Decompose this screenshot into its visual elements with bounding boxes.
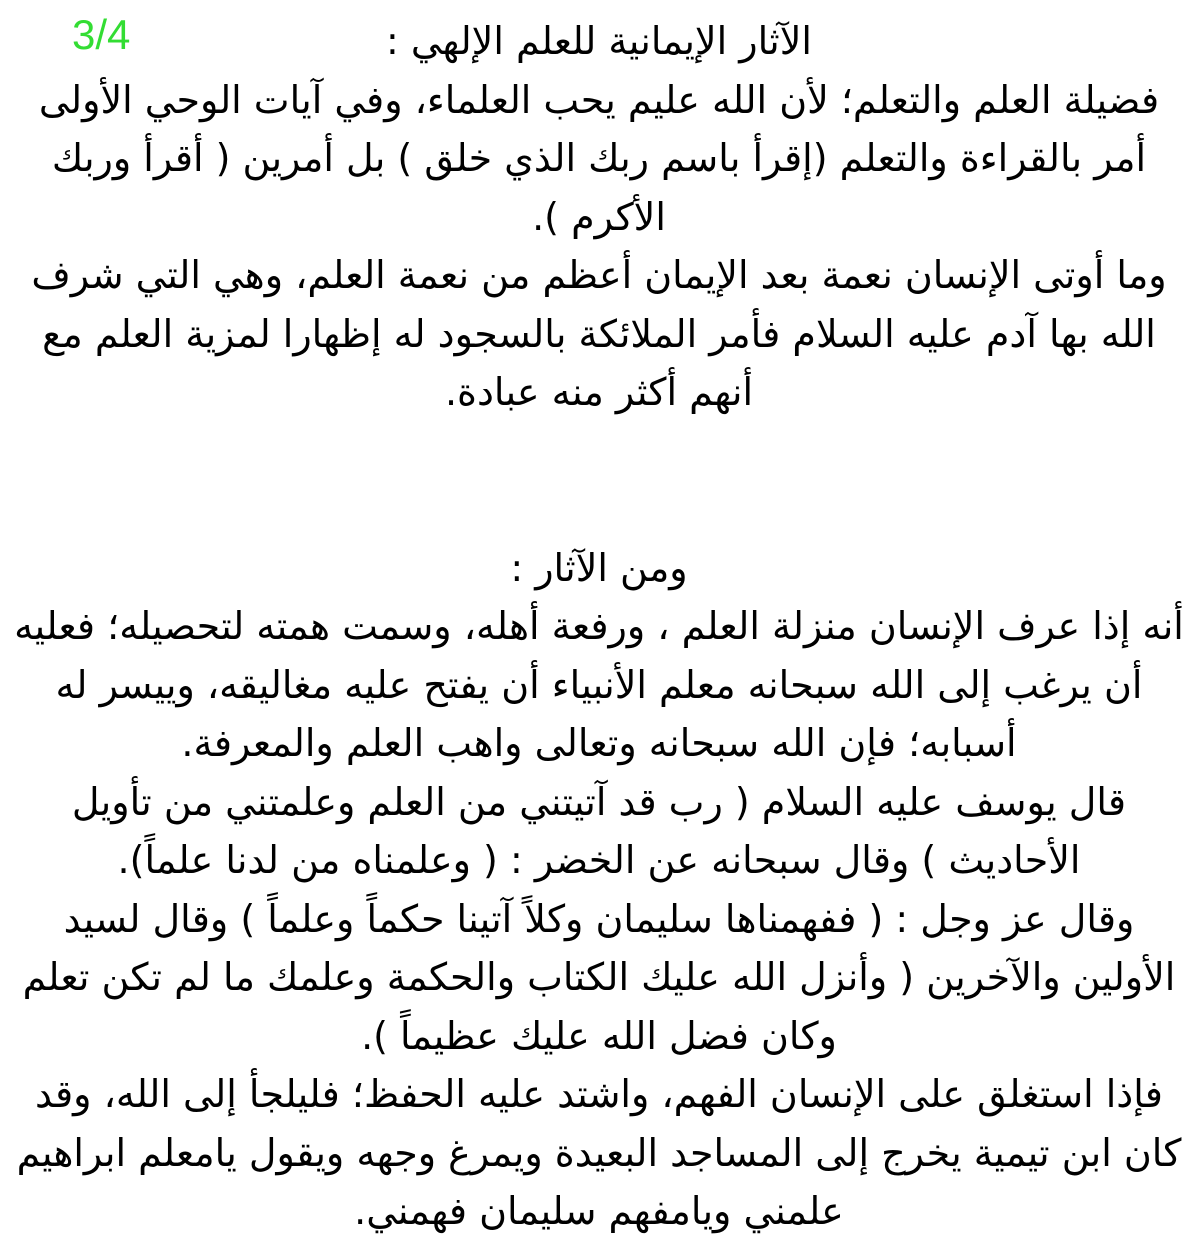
page-counter: 3/4: [72, 11, 131, 58]
subheading: ومن الآثار :: [510, 545, 688, 590]
paragraph-seeking-knowledge: أنه إذا عرف الإنسان منزلة العلم ، ورفعة أهله، وسمت همته لتحصيله؛ فعليه أن يرغب إلى الله سبحانه معلم الأنبياء أن يفتح عليه مغاليقه، وييسر له أسبابه؛ فإن الله سبحانه وتعالى واهب العلم والمعرفة.: [14, 604, 1184, 765]
paragraph-blessing-of-knowledge: وما أوتى الإنسان نعمة بعد الإيمان أعظم من نعمة العلم، وهي التي شرف الله بها آدم عليه السلام فأمر الملائكة بالسجود له إظهارا لمزية العلم مع أنهم أكثر منه عبادة.: [31, 253, 1167, 414]
paragraph-yusuf-khidr: قال يوسف عليه السلام ( رب قد آتيتني من العلم وعلمتني من تأويل الأحاديث ) وقال سبحانه عن الخضر : ( وعلمناه من لدنا علماً).: [71, 779, 1127, 882]
document-body: [14, 12, 1184, 1241]
paragraph-ibn-taymiyyah: فإذا استغلق على الإنسان الفهم، واشتد عليه الحفظ؛ فليلجأ إلى الله، وقد كان ابن تيمية يخرج إلى المساجد البعيدة ويمرغ وجهه ويقول يامعلم ابراهيم علمني ويامفهم سليمان فهمني.: [16, 1072, 1182, 1233]
heading: الآثار الإيمانية للعلم الإلهي :: [386, 19, 812, 63]
paragraph-virtue-of-knowledge: فضيلة العلم والتعلم؛ لأن الله عليم يحب العلماء، وفي آيات الوحي الأولى أمر بالقراءة والتعلم (إقرأ باسم ربك الذي خلق ) بل أمرين ( أقرأ وربك الأكرم ).: [38, 77, 1160, 239]
section-gap: [14, 422, 1184, 539]
paragraph-sulayman: وقال عز وجل : ( ففهمناها سليمان وكلاً آتينا حكماً وعلماً ) وقال لسيد الأولين والآخرين ( وأنزل الله عليك الكتاب والحكمة وعلمك ما لم تكن تعلم وكان فضل الله عليك عظيماً ).: [22, 896, 1176, 1058]
